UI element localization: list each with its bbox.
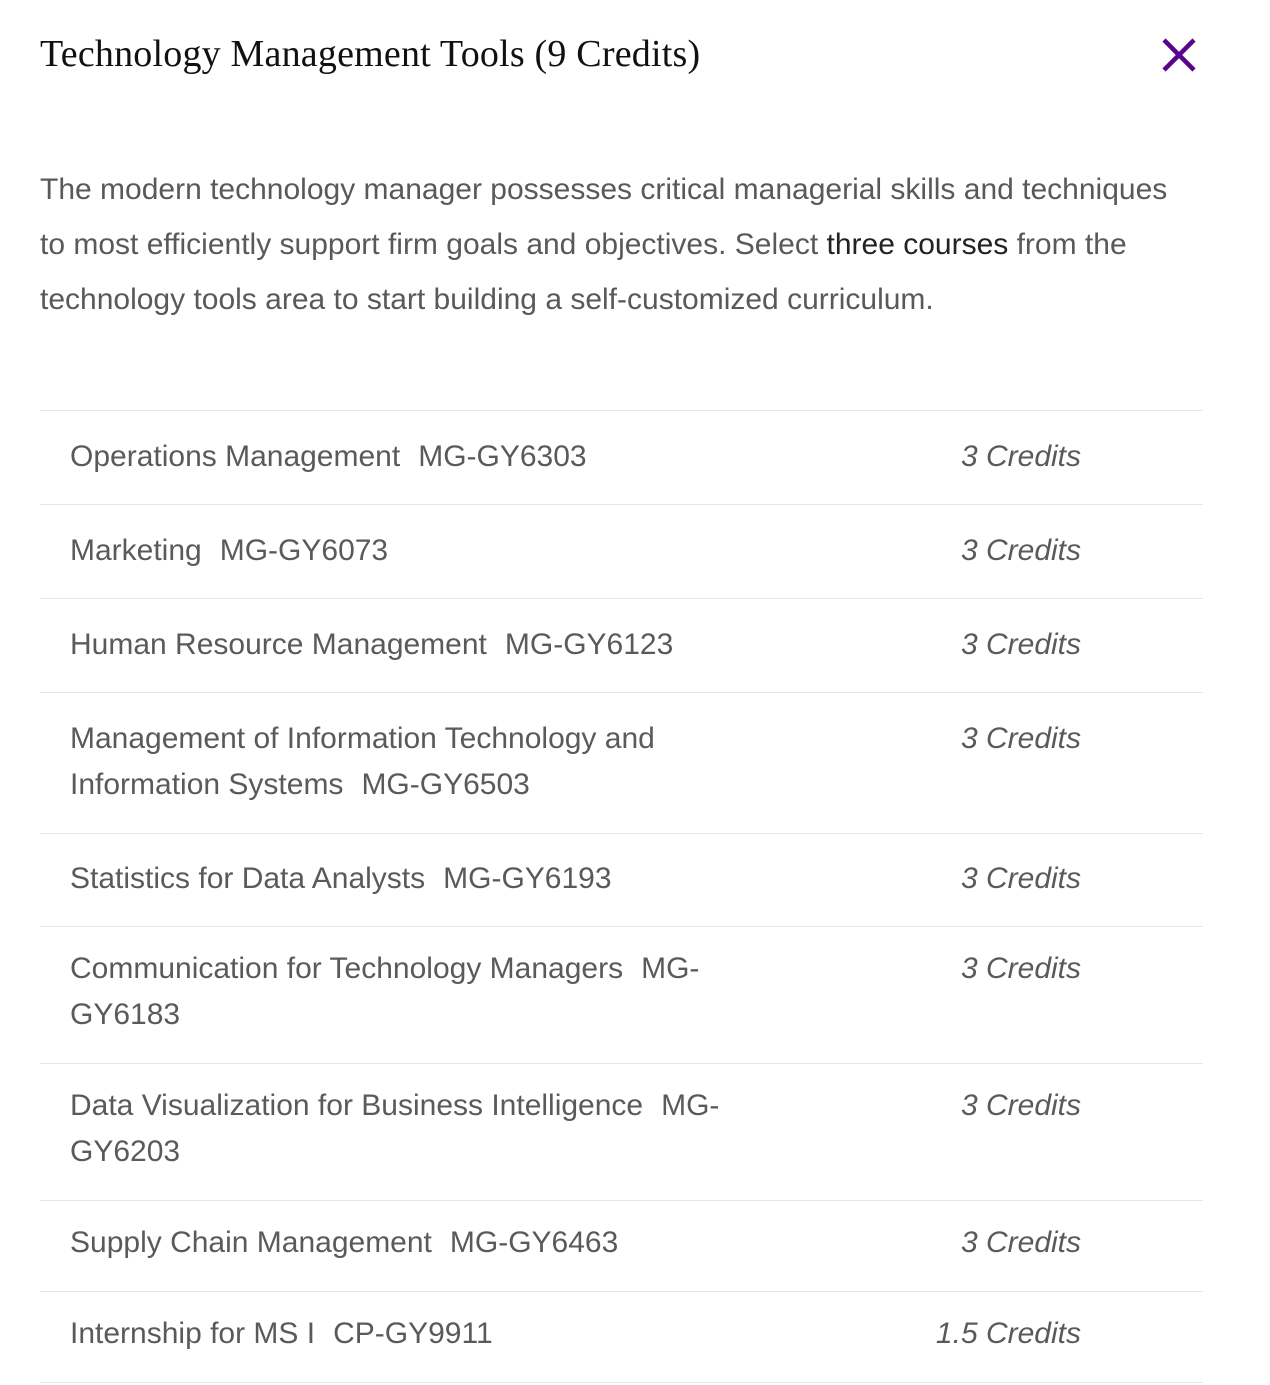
course-row [40, 1201, 1203, 1292]
course-info [70, 1220, 790, 1266]
course-credits: 3 Credits [960, 722, 1081, 755]
course-row [40, 693, 1203, 834]
intro-emphasis: three courses [826, 228, 1009, 261]
course-row [40, 1292, 1203, 1383]
course-row [40, 599, 1203, 693]
course-name: Human Resource Management [70, 628, 487, 661]
course-info [70, 1311, 790, 1357]
close-button[interactable] [1156, 32, 1202, 78]
modal-header [40, 28, 1210, 84]
course-info [70, 946, 790, 1038]
course-code: MG-GY6503 [361, 768, 530, 801]
intro-text-before: The modern technology manager possesses critical managerial skills and techniques to most efficiently support firm goals and objectives. Select [40, 173, 1168, 261]
course-code: MG-GY6463 [449, 1226, 619, 1259]
course-info [70, 622, 790, 668]
course-name: Internship for MS I [70, 1317, 316, 1350]
course-credits: 3 Credits [960, 862, 1081, 895]
course-info [70, 716, 790, 808]
course-table [40, 410, 1203, 1383]
course-code: CP-GY9911 [333, 1317, 493, 1350]
intro-paragraph [40, 162, 1190, 327]
course-row [40, 927, 1203, 1064]
course-name: Data Visualization for Business Intelligence [70, 1089, 644, 1122]
course-code: MG-GY6193 [443, 862, 612, 895]
intro-text-after: from the technology tools area to start building a self-customized curriculum. [40, 228, 1127, 316]
course-info [70, 528, 790, 574]
course-row [40, 834, 1203, 927]
course-name: Communication for Technology Managers [70, 952, 624, 985]
course-info [70, 1083, 790, 1175]
course-credits: 1.5 Credits [935, 1317, 1081, 1350]
course-name: Management of Information Technology and Information Systems [70, 722, 655, 801]
course-name: Operations Management [70, 440, 401, 473]
course-credits: 3 Credits [960, 952, 1081, 985]
course-row [40, 505, 1203, 599]
modal-title: Technology Management Tools (9 Credits) [40, 33, 701, 75]
course-code: MG-GY6203 [70, 1089, 720, 1168]
course-code: MG-GY6303 [418, 440, 587, 473]
course-code: MG-GY6073 [219, 534, 389, 567]
course-name: Statistics for Data Analysts [70, 862, 426, 895]
course-credits: 3 Credits [960, 1089, 1081, 1122]
course-credits: 3 Credits [960, 628, 1081, 661]
course-credits: 3 Credits [960, 534, 1081, 567]
course-code: MG-GY6183 [70, 952, 700, 1031]
course-name: Marketing [70, 534, 202, 567]
close-icon [1156, 32, 1202, 78]
course-info [70, 434, 790, 480]
course-credits: 3 Credits [960, 440, 1081, 473]
course-row [40, 411, 1203, 505]
course-row [40, 1064, 1203, 1201]
course-info [70, 856, 790, 902]
course-name: Supply Chain Management [70, 1226, 432, 1259]
course-code: MG-GY6123 [504, 628, 674, 661]
course-credits: 3 Credits [960, 1226, 1081, 1259]
